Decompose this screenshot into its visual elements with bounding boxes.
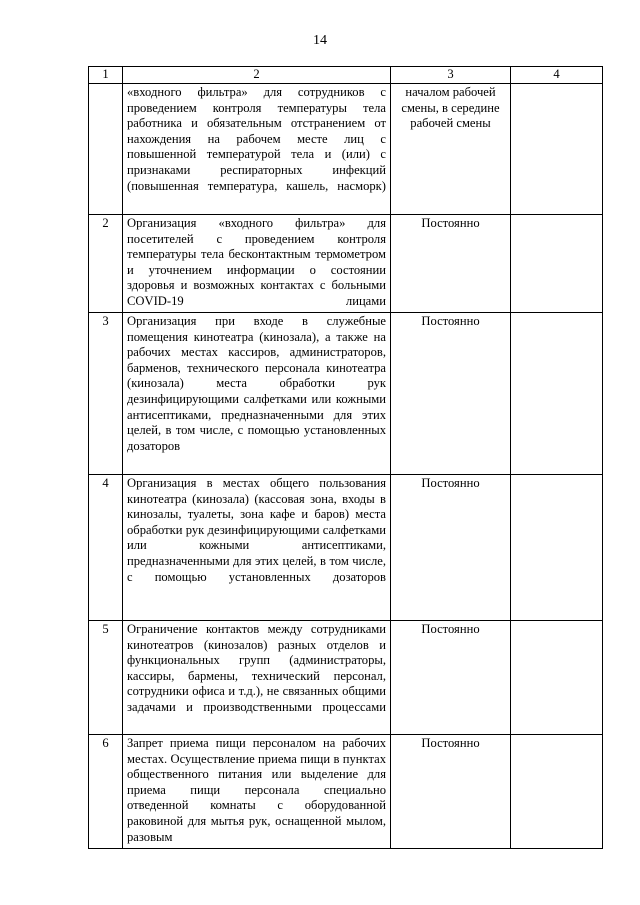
measure-note <box>511 735 603 849</box>
measure-text: Запрет приема пищи персоналом на рабочих местах. Осуществление приема пищи в пунктах общественного питания или выделение для приема пищи персонала специально отведенной комнаты с оборудованной раковиной для мытья рук, оснащенной мылом, разовым <box>123 735 391 849</box>
column-number-4: 4 <box>511 67 603 84</box>
table-row <box>89 735 603 849</box>
measure-term: Постоянно <box>391 215 511 313</box>
measure-note <box>511 313 603 475</box>
table-row <box>89 475 603 621</box>
table-row <box>89 215 603 313</box>
row-number: 6 <box>89 735 123 849</box>
measure-text: Организация в местах общего пользования кинотеатра (кинозала) (кассовая зона, входы в кинозалы, туалеты, зона кафе и баров) места обработки рук дезинфицирующими салфетками или кожными антисептиками, предназначенными для этих целей, в том числе, с помощью установленных дозаторов <box>123 475 391 621</box>
measure-note <box>511 215 603 313</box>
measures-table <box>88 66 603 849</box>
row-number: 3 <box>89 313 123 475</box>
row-number <box>89 84 123 215</box>
column-number-row <box>89 67 603 84</box>
measure-term: Постоянно <box>391 621 511 735</box>
column-number-1: 1 <box>89 67 123 84</box>
row-number: 5 <box>89 621 123 735</box>
measure-text: «входного фильтра» для сотрудников с проведением контроля температуры тела работника и обязательным отстранением от нахождения на рабочем месте лиц с повышенной температурой тела и (или) с признаками респираторных инфекций (повышенная температура, кашель, насморк) <box>123 84 391 215</box>
measure-note <box>511 84 603 215</box>
row-number: 2 <box>89 215 123 313</box>
measure-term: Постоянно <box>391 735 511 849</box>
row-number: 4 <box>89 475 123 621</box>
measure-term: Постоянно <box>391 313 511 475</box>
measure-note <box>511 621 603 735</box>
page-number: 14 <box>313 33 327 48</box>
column-number-3: 3 <box>391 67 511 84</box>
measure-note <box>511 475 603 621</box>
measure-text: Организация «входного фильтра» для посетителей с проведением контроля температуры тела бесконтактным термометром и уточнением информации о состоянии здоровья и возможных контактах с больными COVID-19 лицами <box>123 215 391 313</box>
table-row <box>89 84 603 215</box>
table-row <box>89 313 603 475</box>
table-row <box>89 621 603 735</box>
column-number-2: 2 <box>123 67 391 84</box>
measure-text: Ограничение контактов между сотрудниками кинотеатров (кинозалов) разных отделов и функциональных групп (администраторы, кассиры, бармены, технический персонал, сотрудники офиса и т.д.), не связанных общими задачами и производственными процессами <box>123 621 391 735</box>
measure-term: Постоянно <box>391 475 511 621</box>
measure-term: началом рабочей смены, в середине рабочей смены <box>391 84 511 215</box>
measure-text: Организация при входе в служебные помещения кинотеатра (кинозала), а также на рабочих местах кассиров, администраторов, барменов, технического персонала кинотеатра (кинозала) места обработки рук дезинфицирующими салфетками или кожными антисептиками, предназначенными для этих целей, в том числе, с помощью установленных дозаторов <box>123 313 391 475</box>
